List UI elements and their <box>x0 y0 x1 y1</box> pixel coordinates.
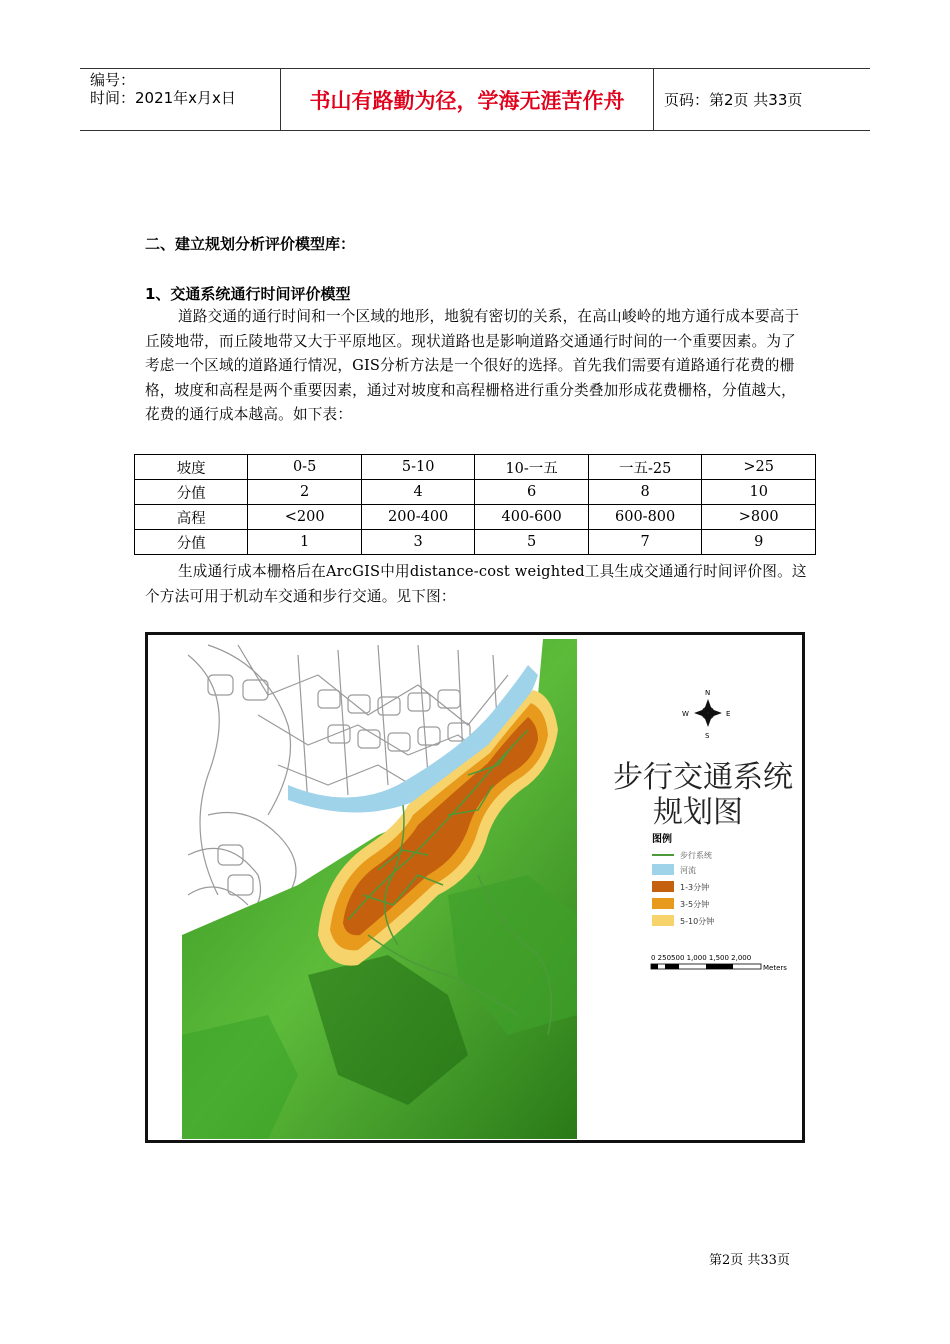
legend-label-walking: 步行系统 <box>680 851 712 860</box>
table-cell: 高程 <box>135 505 248 530</box>
table-cell: 7 <box>588 530 702 555</box>
table-cell: 10-一五 <box>475 455 588 480</box>
scale-unit: Meters <box>763 964 787 972</box>
legend-swatch-3-5 <box>652 898 674 909</box>
table-cell: 4 <box>361 480 474 505</box>
table-cell: 600-800 <box>588 505 702 530</box>
compass-n: N <box>705 689 711 697</box>
table-cell: 5 <box>475 530 588 555</box>
legend-label-river: 河流 <box>680 866 696 875</box>
table-cell: 分值 <box>135 480 248 505</box>
table-cell: 6 <box>475 480 588 505</box>
legend-label-1-3: 1-3分钟 <box>680 883 710 892</box>
table-cell: 400-600 <box>475 505 588 530</box>
table-cell: 8 <box>588 480 702 505</box>
table-row <box>135 480 816 505</box>
table-cell: 1 <box>248 530 362 555</box>
table-row <box>135 530 816 555</box>
section-title: 二、建立规划分析评价模型库： <box>145 235 356 253</box>
table-cell: 0-5 <box>248 455 362 480</box>
document-date: 时间：2021年x月x日 <box>90 89 236 107</box>
map-title-line1: 步行交通系统 <box>613 760 793 795</box>
header-page-code: 页码：第2页 共33页 <box>664 91 803 109</box>
table-cell: 3 <box>361 530 474 555</box>
table-row <box>135 505 816 530</box>
legend-swatch-5-10 <box>652 915 674 926</box>
table-cell: 坡度 <box>135 455 248 480</box>
walking-traffic-map <box>145 632 805 1143</box>
score-table <box>134 454 816 555</box>
paragraph-2: 生成通行成本栅格后在ArcGIS中用distance-cost weighted工具生成交通通行时间评价图。这个方法可用于机动车交通和步行交通。见下图： <box>145 563 807 605</box>
table-cell: 10 <box>702 480 816 505</box>
subsection-title: 1、交通系统通行时间评价模型 <box>145 285 351 303</box>
map-title-line2: 规划图 <box>653 795 743 830</box>
compass-e: E <box>726 710 731 718</box>
map-area <box>182 639 577 1139</box>
document-number: 编号： <box>90 71 136 89</box>
table-cell: 分值 <box>135 530 248 555</box>
table-cell: 5-10 <box>361 455 474 480</box>
table-cell: 2 <box>248 480 362 505</box>
legend-label-3-5: 3-5分钟 <box>680 900 710 909</box>
table-cell: >25 <box>702 455 816 480</box>
table-cell: 9 <box>702 530 816 555</box>
page-footer: 第2页 共33页 <box>709 1253 790 1268</box>
page-header <box>80 68 870 131</box>
legend-title: 图例 <box>652 834 672 845</box>
legend-label-5-10: 5-10分钟 <box>680 917 715 926</box>
legend-swatch-1-3 <box>652 881 674 892</box>
table-cell: >800 <box>702 505 816 530</box>
compass-s: S <box>705 732 710 740</box>
table-cell: 200-400 <box>361 505 474 530</box>
header-motto: 书山有路勤为径，学海无涯苦作舟 <box>281 69 654 130</box>
table-cell: <200 <box>248 505 362 530</box>
table-cell: 一五-25 <box>588 455 702 480</box>
scale-label: 0 250500 1,000 1,500 2,000 <box>651 954 752 962</box>
compass-w: W <box>682 710 689 718</box>
legend-swatch-river <box>652 864 674 875</box>
paragraph-1: 道路交通的通行时间和一个区域的地形，地貌有密切的关系，在高山峻岭的地方通行成本要高于丘陵地带，而丘陵地带又大于平原地区。现状道路也是影响道路交通通行时间的一个重要因素。为了考虑一个区域的道路通行情况，GIS分析方法是一个很好的选择。首先我们需要有道路通行花费的栅格，坡度和高程是两个重要因素，通过对坡度和高程栅格进行重分类叠加形成花费栅格，分值越大，花费的通行成本越高。如下表： <box>145 308 800 424</box>
table-row <box>135 455 816 480</box>
header-left <box>80 69 281 130</box>
